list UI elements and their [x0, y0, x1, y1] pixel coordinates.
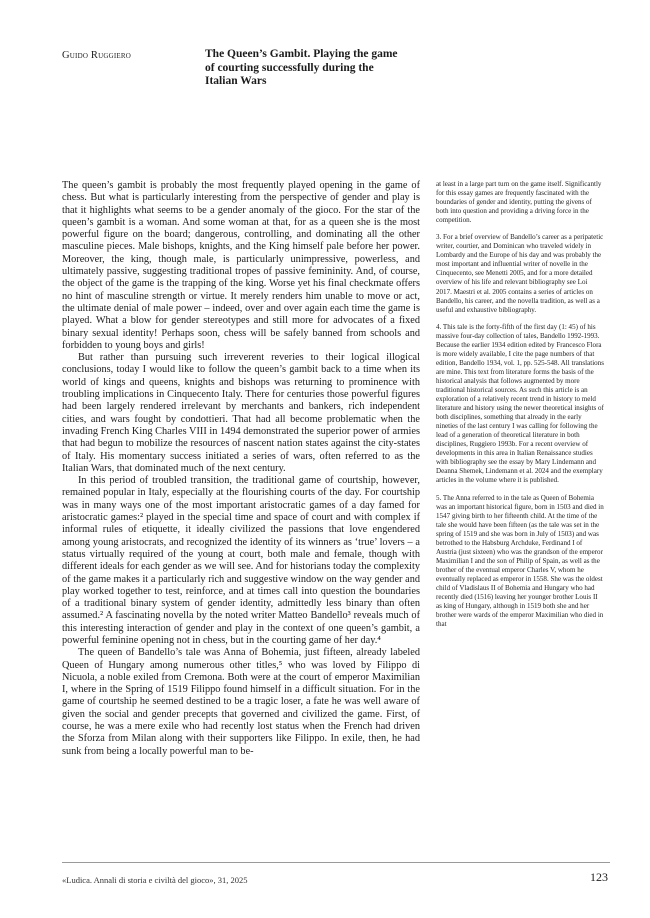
paragraph: But rather than pursuing such irreverent reveries to their logical illogical conclusions, today I would like to follow the queen’s gambit back to a time when its world of kings and queens, knights and bishops was returning to prominence with troubling implications in Cinquecento Italy. There for centuries those powerful figures had been largely rendered irrelevant by merchants and bankers, rich independent cities, and wars fought by condottieri. That had all become problematic when the invading French King Charles VIII in 1494 demonstrated the superior power of armies that had begun to mobilize the resources of nascent nation states against the city-states of Italy. His momentary success initiated a series of wars, often referred to as the Italian Wars, that dominated much of the next century. [62, 352, 420, 474]
footnote: 3. For a brief overview of Bandello’s career as a peripatetic writer, courtier, and Dominican who traveled widely in Lombardy and the Europe of his day and was probably the most important and influential writer of novelle in the Cinquecento, see Menetti 2005, and for a more detailed overview of his life and relevant bibliography see Loi 2017. Maestri et al. 2005 contains a series of articles on Bandello, his career, and the novella tradition, as well as a useful and exhaustive bibliography. [436, 233, 604, 314]
author-name: Guido Ruggiero [62, 50, 132, 61]
paragraph: In this period of troubled transition, the traditional game of courtship, however, remained popular in Italy, especially at the flourishing courts of the day. For courtship was in many ways one of the most important aristocratic games of a day famed for aristocratic games:² played in the special time and space of court and with complex if informal rules of etiquette, it ideally civilized the passions that love engendered among young aristocrats, and recognized the identity of its winners as ‘true’ lovers – a status virtually required of the young at court, both male and female, though with different ideals for each gender as we will see. And for historians today the complexity of the game makes it a particularly rich and suggestive window on the way gender and play worked together to test, reinforce, and at times call into question the boundaries of a traditional binary system of gender identity, admittedly less binary than often assumed.² A fascinating novella by the noted writer Matteo Bandello³ reveals much of this interesting interaction of gender and play in the context of one queen’s gambit, a powerful feminine opening not in chess, but in the courting game of her day.⁴ [62, 475, 420, 646]
article-title: The Queen’s Gambit. Playing the game of courting successfully during the Italian Wars [205, 48, 398, 87]
footnote: 4. This tale is the forty-fifth of the first day (1: 45) of his massive four-day collection of tales, Bandello 1992-1993. Because the earlier 1934 edition edited by Francesco Flora is more widely available, I cite the page numbers of that edition, Bandello 1934, vol. 1, pp. 525-548. All translations are mine. This text from literature forms the basis of the historical analysis that follows augmented by more traditional historical sources. As such this article is an exploration of a relatively recent trend in history to meld literature and history using the newer theoretical insights of both disciplines, something that already in the early nineties of the last century I was calling for following the lead of a generation of theoretical literature in both disciplines, Ruggiero 1993b. For a recent overview of developments in this area in Italian Renaissance studies with bibliography see the essay by Mary Lindemann and Deanna Shemek, Lindemann et al. 2024 and the exemplary articles in the volume where it is published. [436, 322, 604, 485]
main-text-column [62, 180, 420, 758]
footer-divider [62, 862, 610, 863]
journal-citation: «Ludica. Annali di storia e civiltà del gioco», 31, 2025 [62, 875, 248, 885]
page-number: 123 [590, 870, 608, 884]
footnote: at least in a large part turn on the game itself. Significantly for this essay games are frequently fascinated with the boundaries of gender and identity, putting the givens of both into question and providing a driving force in the competition. [436, 180, 602, 225]
paragraph: The queen’s gambit is probably the most frequently played opening in the game of chess. But what is particularly interesting from the perspective of gender and play is that it highlights what seems to be a gender anomaly of the gioco. For the star of the queen’s gambit is a woman. And some woman at that, for as a queen she is the most powerful figure on the board; dangerous, controlling, and dominating all the other masculine pieces. Male bishops, knights, and the King himself pale before her power. Moreover, the king, though male, is particularly unimpressive, powerless, and ultimately passive, suggesting traditional tropes of passive femininity. And, of course, the object of the game is the trapping of the king. Worse yet his final checkmate offers no hint of masculine strength or virtue. It merely renders him unable to move or act, the ultimate denial of male power – indeed, over and over again each time the game is played. What a blow for gender stereotypes and still more for advocates of a fixed binary sexual identity! Perhaps soon, chess will be safely banned from schools and forbidden to young boys and girls! [62, 180, 420, 351]
paragraph: The queen of Bandello’s tale was Anna of Bohemia, just fifteen, already labeled Queen of Hungary among numerous other titles,⁵ who was loved by Filippo di Nicuola, a noble exiled from Cremona. Both were at the court of emperor Maximilian I, where in the Spring of 1519 Filippo found himself in a difficult situation. For in the game of courtship he seemed destined to be a tragic loser, a fate he was well aware of given the social and gender precepts that governed and civilized the game. First, of course, he was a mere exile who had recently lost status when the French had driven the Sforza from Milan along with their supporters like Filippo. In exile, then, he had sunk from being a locally powerful man to be- [62, 647, 420, 757]
footnote: 5. The Anna referred to in the tale as Queen of Bohemia was an important historical figure, born in 1503 and died in 1547 giving birth to her fifteenth child. At the time of the tale she would have been fifteen (as the tale was set in the spring of 1519 and she was born in July of 1503) and was betrothed to the Habsburg Archduke, Ferdinand I of Austria (just sixteen) who was the grandson of the emperor Maximilian I and the son of Philip of Spain, as well as the brother of the eventual emperor Charles V, whom he eventually replaced as emperor in 1558. She was the oldest child of Vladislaus II of Bohemia and Hungary who had recently died (1516) leaving her younger brother Louis II as king of Hungary, although in 1519 both she and her brother were wards of the emperor Maximilian who died in that [436, 493, 604, 629]
footnotes-column [436, 180, 604, 637]
